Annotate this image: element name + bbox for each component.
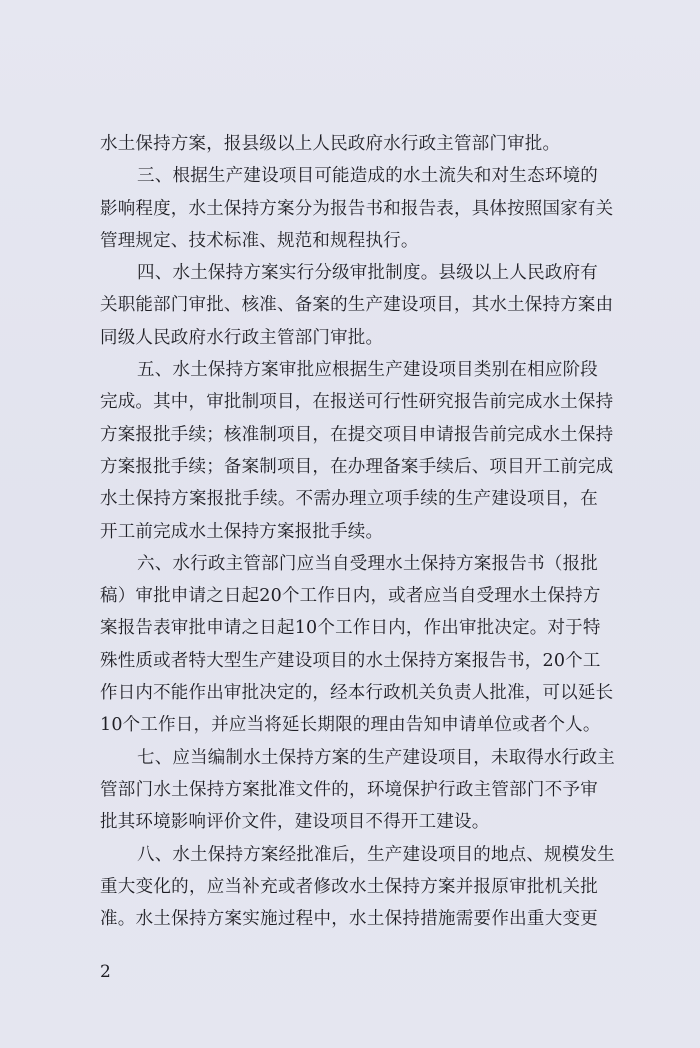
text-line-20: 七、应当编制水土保持方案的生产建设项目，未取得水行政主 [137,747,615,768]
document-body [100,128,615,935]
text-line-8: 五、水土保持方案审批应根据生产建设项目类别在相应阶段 [137,360,598,381]
text-line-16: 案报告表审批申请之日起10个工作日内，作出审批决定。对于特 [100,618,601,639]
text-line-9: 完成。其中，审批制项目，在报送可行性研究报告前完成水土保持 [100,392,614,413]
text-line-11: 方案报批手续；备案制项目，在办理备案手续后、项目开工前完成 [100,456,614,477]
text-line-5: 四、水土保持方案实行分级审批制度。县级以上人民政府有 [137,263,598,284]
text-line-1: 水土保持方案，报县级以上人民政府水行政主管部门审批。 [100,134,561,154]
text-line-19: 10个工作日，并应当将延长期限的理由告知申请单位或者个人。 [100,715,601,736]
text-line-22: 批其环境影响评价文件，建设项目不得开工建设。 [100,812,490,833]
text-line-12: 水土保持方案报批手续。不需办理立项手续的生产建设项目，在 [100,489,598,510]
text-line-7: 同级人民政府水行政主管部门审批。 [100,327,384,348]
text-line-23: 八、水土保持方案经批准后，生产建设项目的地点、规模发生 [137,844,615,865]
text-line-3: 影响程度，水土保持方案分为报告书和报告表，具体按照国家有关 [100,198,614,219]
text-line-15: 稿）审批申请之日起20个工作日内，或者应当自受理水土保持方 [100,586,601,607]
text-line-24: 重大变化的，应当补充或者修改水土保持方案并报原审批机关批 [100,876,598,897]
text-line-2: 三、根据生产建设项目可能造成的水土流失和对生态环境的 [137,166,598,187]
text-line-6: 关职能部门审批、核准、备案的生产建设项目，其水土保持方案由 [100,295,614,316]
text-line-25: 准。水土保持方案实施过程中，水土保持措施需要作出重大变更 [100,909,598,930]
text-line-17: 殊性质或者特大型生产建设项目的水土保持方案报告书，20个工 [100,650,601,671]
text-line-10: 方案报批手续；核准制项目，在提交项目申请报告前完成水土保持 [100,424,614,445]
page-number: 2 [100,962,111,982]
text-line-13: 开工前完成水土保持方案报批手续。 [100,521,384,542]
text-line-21: 管部门水土保持方案批准文件的，环境保护行政主管部门不予审 [100,779,598,800]
text-line-4: 管理规定、技术标准、规范和规程执行。 [100,230,419,251]
text-line-18: 作日内不能作出审批决定的，经本行政机关负责人批准，可以延长 [100,683,614,704]
text-line-14: 六、水行政主管部门应当自受理水土保持方案报告书（报批 [137,553,598,574]
